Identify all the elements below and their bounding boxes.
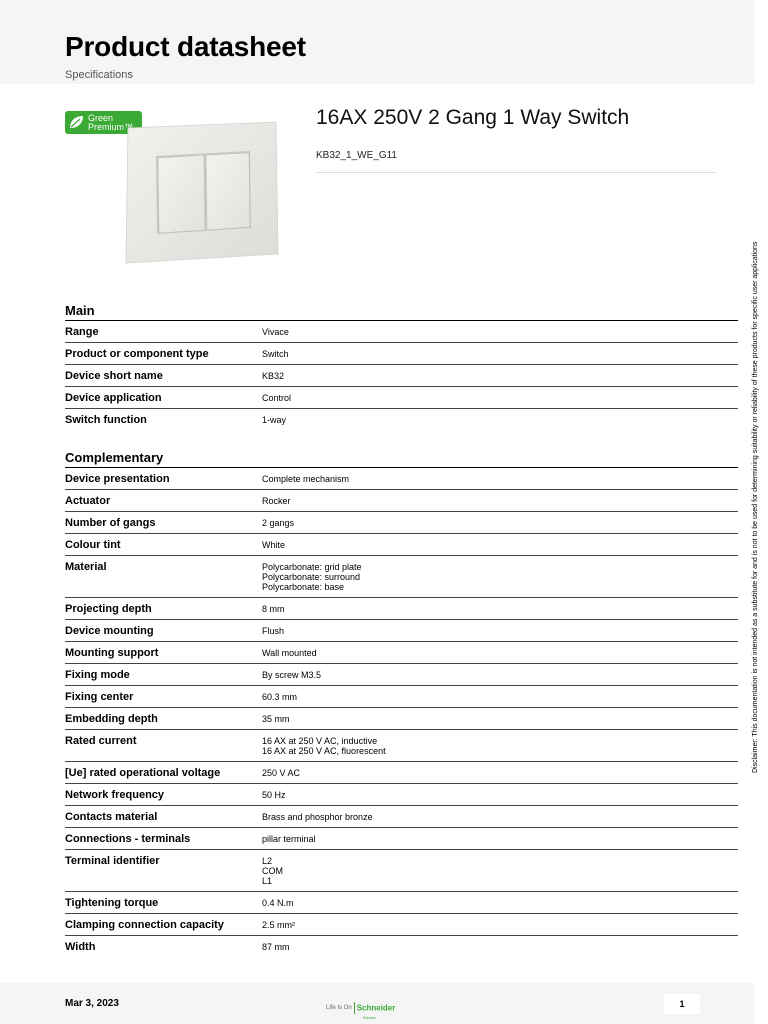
- spec-row: [65, 708, 738, 730]
- product-name: 16AX 250V 2 Gang 1 Way Switch: [316, 106, 630, 129]
- logo-sub: Electric: [363, 1015, 377, 1020]
- spec-values: [262, 349, 289, 359]
- spec-value: 0.4 N.m: [262, 898, 294, 908]
- spec-label: Embedding depth: [65, 713, 158, 725]
- spec-row: [65, 321, 738, 343]
- spec-value: 8 mm: [262, 604, 285, 614]
- spec-label: Colour tint: [65, 539, 121, 551]
- spec-values: [262, 518, 294, 528]
- page-subtitle: Specifications: [65, 69, 133, 81]
- spec-row: [65, 850, 738, 892]
- product-image: [120, 120, 280, 270]
- spec-values: [262, 562, 362, 592]
- spec-row: [65, 686, 738, 708]
- spec-values: [262, 714, 290, 724]
- spec-values: [262, 415, 286, 425]
- spec-values: [262, 474, 349, 484]
- spec-label: Tightening torque: [65, 897, 159, 909]
- spec-row: [65, 343, 738, 365]
- spec-row: [65, 598, 738, 620]
- spec-values: [262, 898, 294, 908]
- spec-values: [262, 692, 297, 702]
- spec-values: [262, 648, 317, 658]
- spec-label: Range: [65, 326, 99, 338]
- divider: [316, 172, 716, 173]
- spec-value: 87 mm: [262, 942, 290, 952]
- spec-value: 2 gangs: [262, 518, 295, 528]
- spec-row: [65, 806, 738, 828]
- spec-row: [65, 534, 738, 556]
- spec-row: [65, 914, 738, 936]
- logo-divider: [354, 1002, 355, 1014]
- spec-values: [262, 371, 284, 381]
- spec-row: [65, 828, 738, 850]
- spec-values: [262, 790, 286, 800]
- footer-date: Mar 3, 2023: [65, 998, 119, 1009]
- spec-label: Network frequency: [65, 789, 165, 801]
- spec-values: [262, 670, 321, 680]
- spec-values: [262, 942, 290, 952]
- page-number-box: [664, 994, 700, 1014]
- spec-row: [65, 512, 738, 534]
- spec-values: [262, 920, 295, 930]
- spec-value: 2.5 mm²: [262, 920, 296, 930]
- spec-values: [262, 626, 284, 636]
- spec-label: Rated current: [65, 735, 137, 747]
- badge-line-1: Green: [88, 113, 114, 123]
- spec-table-main: [65, 320, 738, 430]
- leaf-icon: [68, 115, 84, 135]
- logo-brand: Schneider: [356, 1003, 396, 1013]
- spec-value: Control: [262, 393, 292, 403]
- spec-values: [262, 393, 291, 403]
- spec-value: 16 AX at 250 V AC, fluorescent: [262, 746, 386, 756]
- spec-label: Clamping connection capacity: [65, 919, 224, 931]
- spec-label: Device mounting: [65, 625, 154, 637]
- spec-label: Projecting depth: [65, 603, 152, 615]
- spec-row: [65, 936, 738, 957]
- spec-value: Vivace: [262, 327, 289, 337]
- spec-label: Material: [65, 561, 107, 573]
- section-title-main: Main: [65, 303, 95, 318]
- spec-values: [262, 496, 291, 506]
- spec-label: Width: [65, 941, 96, 953]
- spec-row: [65, 784, 738, 806]
- spec-values: [262, 327, 289, 337]
- spec-table-complementary: [65, 467, 738, 957]
- spec-label: Contacts material: [65, 811, 158, 823]
- spec-value: L1: [262, 876, 273, 886]
- spec-label: Device application: [65, 392, 162, 404]
- spec-label: Product or component type: [65, 348, 209, 360]
- spec-value: Polycarbonate: grid plate: [262, 562, 362, 572]
- spec-row: [65, 892, 738, 914]
- spec-label: Mounting support: [65, 647, 159, 659]
- spec-value: pillar terminal: [262, 834, 316, 844]
- spec-value: By screw M3.5: [262, 670, 322, 680]
- spec-row: [65, 490, 738, 512]
- page-number: 1: [679, 999, 685, 1009]
- spec-values: [262, 540, 285, 550]
- spec-label: Device presentation: [65, 473, 170, 485]
- spec-value: Rocker: [262, 496, 291, 506]
- spec-row: [65, 762, 738, 784]
- spec-value: 16 AX at 250 V AC, inductive: [262, 736, 378, 746]
- page-title: Product datasheet: [65, 31, 306, 62]
- spec-value: 1-way: [262, 415, 287, 425]
- spec-row: [65, 365, 738, 387]
- badge-line-2: Premium™: [88, 122, 134, 132]
- spec-value: White: [262, 540, 286, 550]
- product-reference: KB32_1_WE_G11: [316, 150, 397, 161]
- spec-label: Number of gangs: [65, 517, 156, 529]
- spec-value: Brass and phosphor bronze: [262, 812, 373, 822]
- spec-row: [65, 730, 738, 762]
- spec-label: Terminal identifier: [65, 855, 160, 867]
- spec-values: [262, 736, 386, 756]
- spec-value: 35 mm: [262, 714, 290, 724]
- disclaimer-text: Disclaimer: This documentation is not intended as a substitute for and is not to be used for determining suitability or reliability of these products for specific user applications: [752, 241, 759, 773]
- spec-value: Switch: [262, 349, 289, 359]
- spec-row: [65, 468, 738, 490]
- spec-value: KB32: [262, 371, 285, 381]
- spec-value: Polycarbonate: base: [262, 582, 345, 592]
- spec-row: [65, 387, 738, 409]
- spec-label: Actuator: [65, 495, 111, 507]
- spec-value: 60.3 mm: [262, 692, 298, 702]
- spec-values: [262, 856, 283, 886]
- spec-values: [262, 812, 373, 822]
- spec-row: [65, 642, 738, 664]
- spec-values: [262, 834, 316, 844]
- spec-value: Wall mounted: [262, 648, 317, 658]
- spec-value: Polycarbonate: surround: [262, 572, 361, 582]
- spec-value: 250 V AC: [262, 768, 301, 778]
- spec-values: [262, 768, 300, 778]
- spec-value: Complete mechanism: [262, 474, 350, 484]
- spec-row: [65, 556, 738, 598]
- spec-row: [65, 664, 738, 686]
- spec-label: Device short name: [65, 370, 163, 382]
- section-title-complementary: Complementary: [65, 450, 164, 465]
- spec-row: [65, 620, 738, 642]
- spec-label: Switch function: [65, 414, 147, 426]
- spec-label: Fixing center: [65, 691, 134, 703]
- spec-label: Connections - terminals: [65, 833, 191, 845]
- spec-label: Fixing mode: [65, 669, 130, 681]
- spec-row: [65, 409, 738, 430]
- spec-value: L2: [262, 856, 273, 866]
- spec-value: Flush: [262, 626, 285, 636]
- spec-label: [Ue] rated operational voltage: [65, 767, 221, 779]
- spec-values: [262, 604, 285, 614]
- spec-value: COM: [262, 866, 283, 876]
- spec-value: 50 Hz: [262, 790, 286, 800]
- logo-tagline: Life Is On: [326, 1004, 352, 1011]
- schneider-logo: [326, 999, 395, 1020]
